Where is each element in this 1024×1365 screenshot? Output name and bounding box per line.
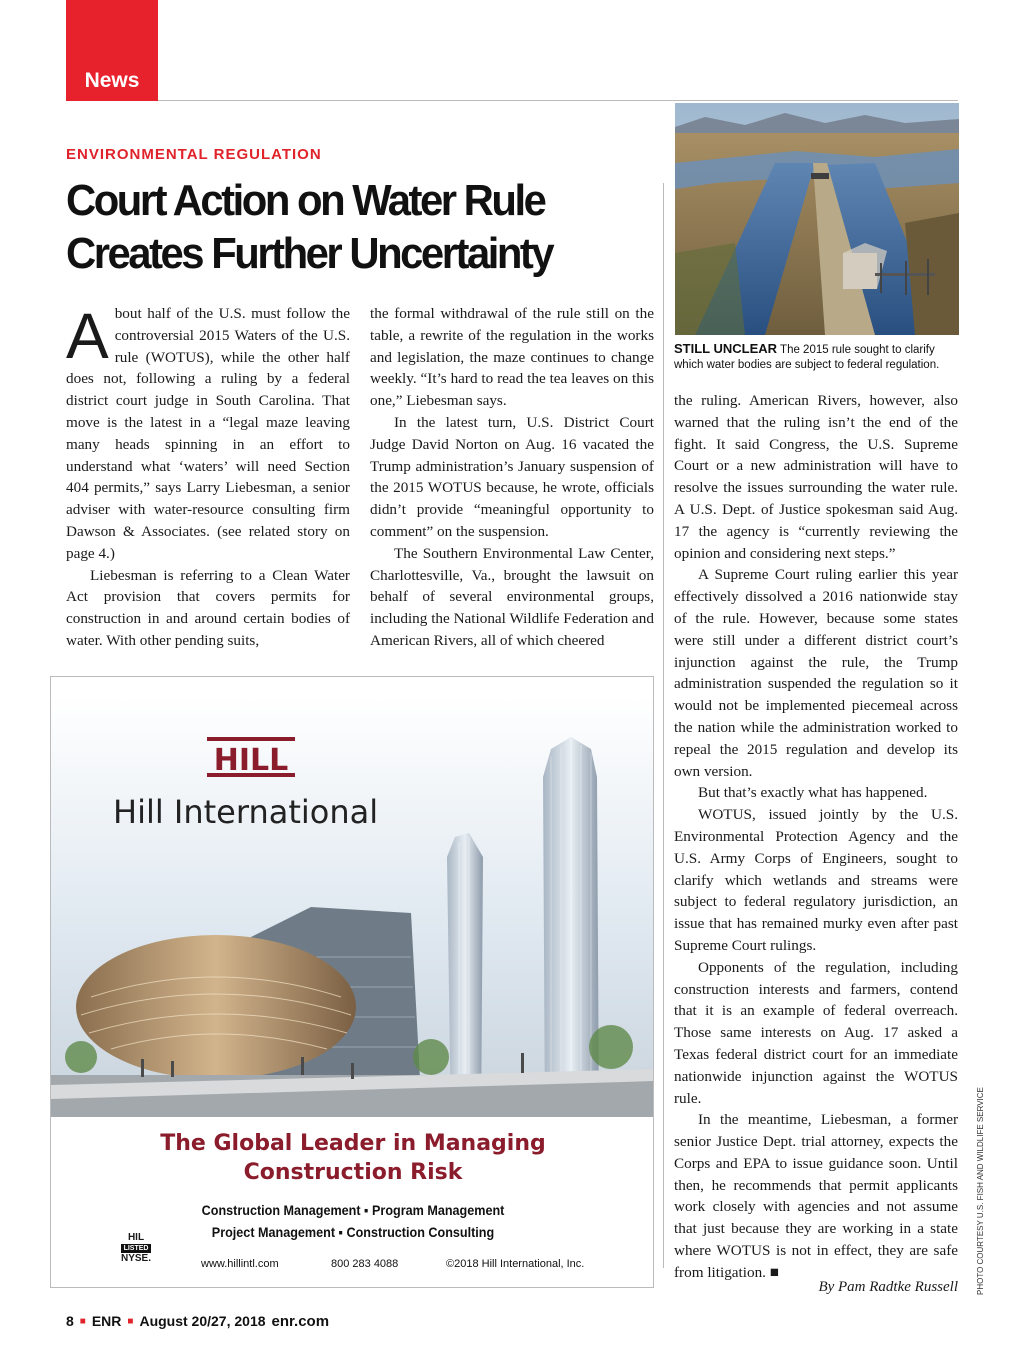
page-footer — [66, 1313, 329, 1330]
square-bullet-icon: ■ — [79, 1316, 86, 1327]
nyse-listed-badge — [121, 1233, 151, 1264]
caption-lead: STILL UNCLEAR — [674, 341, 778, 356]
paragraph: the formal withdrawal of the rule still on the table, a rewrite of the regulation in the works and legislation, the maze continues to change weekly. “It’s hard to read the tea leaves on this one,” Liebesman says. — [370, 305, 654, 410]
paragraph — [66, 300, 350, 565]
ad-building-illustration — [51, 697, 654, 1117]
paragraph: A Supreme Court ruling earlier this year effectively dissolved a 2016 nationwide stay of the rule. However, because some states were still under a different district court’s injunction against the rule, the Trump administration suspended the regulation so it would not be implemented piecemeal across the nation while the administration worked to repeal the 2015 regulation and develop its own version. — [674, 566, 958, 780]
paragraph: Liebesman is referring to a Clean Water Act provision that covers permits for construction in and around certain bodies of water. With other pending suits, — [66, 566, 350, 649]
ad-services-line2: Project Management ▪ Construction Consulting — [211, 1224, 495, 1240]
drop-cap: A — [66, 300, 109, 372]
issue-date: August 20/27, 2018 — [139, 1313, 266, 1329]
section-tab — [66, 0, 158, 101]
article-column-1 — [66, 300, 350, 652]
article-column-3 — [674, 390, 958, 1284]
paragraph-text: bout half of the U.S. must follow the controversial 2015 Waters of the U.S. rule (WOTUS), while the other half does not, following a ruling by a federal district court judge in South Carolina. That move is the latest in a “legal maze leaving many heads spinning in an effort to understand what ‘waters’ will need Section 404 permits,” says Larry Liebesman, a senior adviser with water-resource consulting firm Dawson & Associates. (see related story on page 4.) — [66, 305, 350, 562]
ad-website-link[interactable]: www.hillintl.com — [201, 1258, 279, 1270]
ad-contact — [201, 1258, 584, 1270]
ad-services-line1: Construction Management ▪ Program Management — [201, 1202, 505, 1218]
caption-text: The 2015 rule sought to clarify which water bodies are subject to federal regulation. — [674, 344, 940, 371]
hill-logo-text: HILL — [213, 743, 289, 778]
paragraph: In the meantime, Liebesman, a former senior Justice Dept. trial attorney, expects the Corps and EPA to issue guidance soon. Until then, he recommends that permit applicants work closely with agencies and not assume that just because they are working in a state where WOTUS is not in effect, they are safe from litigation. ■ — [674, 1111, 958, 1281]
ad-tagline — [51, 1129, 654, 1187]
photo-credit-text: PHOTO COURTESY U.S. FISH AND WILDLIFE SERVICE — [976, 1087, 985, 1295]
hill-logo-icon — [207, 737, 295, 779]
headline — [66, 174, 636, 280]
headline-line1: Court Action on Water Rule — [66, 176, 545, 225]
advertisement[interactable] — [50, 676, 654, 1288]
paragraph: the ruling. American Rivers, however, also warned that the ruling isn’t the end of the fight. It said Congress, the U.S. Supreme Court or a new administration will have to resolve the issues surrounding the water rule. A U.S. Dept. of Justice spokesman said Aug. 17 the agency is “currently reviewing the opinion and considering next steps.” — [674, 392, 958, 562]
article-column-2 — [370, 303, 654, 652]
ad-phone: 800 283 4088 — [331, 1258, 399, 1270]
square-bullet-icon: ■ — [127, 1316, 134, 1327]
ad-company-name: Hill International — [113, 793, 379, 831]
wetland-photo — [675, 103, 959, 335]
kicker: ENVIRONMENTAL REGULATION — [66, 146, 322, 163]
page-number: 8 — [66, 1313, 74, 1329]
paragraph: But that’s exactly what has happened. — [698, 784, 928, 802]
photo-credit — [976, 1087, 990, 1295]
column-rule — [663, 183, 664, 1268]
top-rule — [158, 100, 958, 101]
ad-copyright: ©2018 Hill International, Inc. — [446, 1258, 585, 1270]
ad-tagline-line2: Construction Risk — [243, 1160, 463, 1185]
publication-name: ENR — [91, 1313, 122, 1329]
byline: By Pam Radtke Russell — [818, 1279, 958, 1295]
paragraph: In the latest turn, U.S. District Court Judge David Norton on Aug. 16 vacated the Trump administration’s January suspension of the 2015 WOTUS because, he wrote, officials didn’t provide “meaningful opportunity to comment” on the suspension. — [370, 413, 654, 540]
ad-services — [81, 1199, 625, 1243]
section-tab-label: News — [84, 69, 140, 92]
headline-line2: Creates Further Uncertainty — [66, 229, 553, 278]
exchange-name: NYSE. — [121, 1253, 152, 1264]
listed-label: LISTED — [121, 1244, 151, 1253]
paragraph: The Southern Environmental Law Center, Charlottesville, Va., brought the lawsuit on behalf of several environmental groups, including the National Wildlife Federation and American Rivers, all of which cheered — [370, 544, 654, 649]
paragraph: Opponents of the regulation, including construction interests and farmers, contend that it is an example of federal overreach. Those same interests on Aug. 17 asked a Texas federal district court for an immediate nationwide injunction against the WOTUS rule. — [674, 958, 958, 1107]
paragraph: WOTUS, issued jointly by the U.S. Environmental Protection Agency and the U.S. Army Corps of Engineers, sought to clarify which wetlands and streams were subject to federal regulatory jurisdiction, an issue that has remained murky even after past Supreme Court rulings. — [674, 806, 958, 954]
ticker-symbol: HIL — [127, 1232, 145, 1243]
ad-tagline-line1: The Global Leader in Managing — [160, 1131, 546, 1156]
photo-caption — [674, 341, 964, 373]
site-url[interactable]: enr.com — [271, 1313, 330, 1330]
